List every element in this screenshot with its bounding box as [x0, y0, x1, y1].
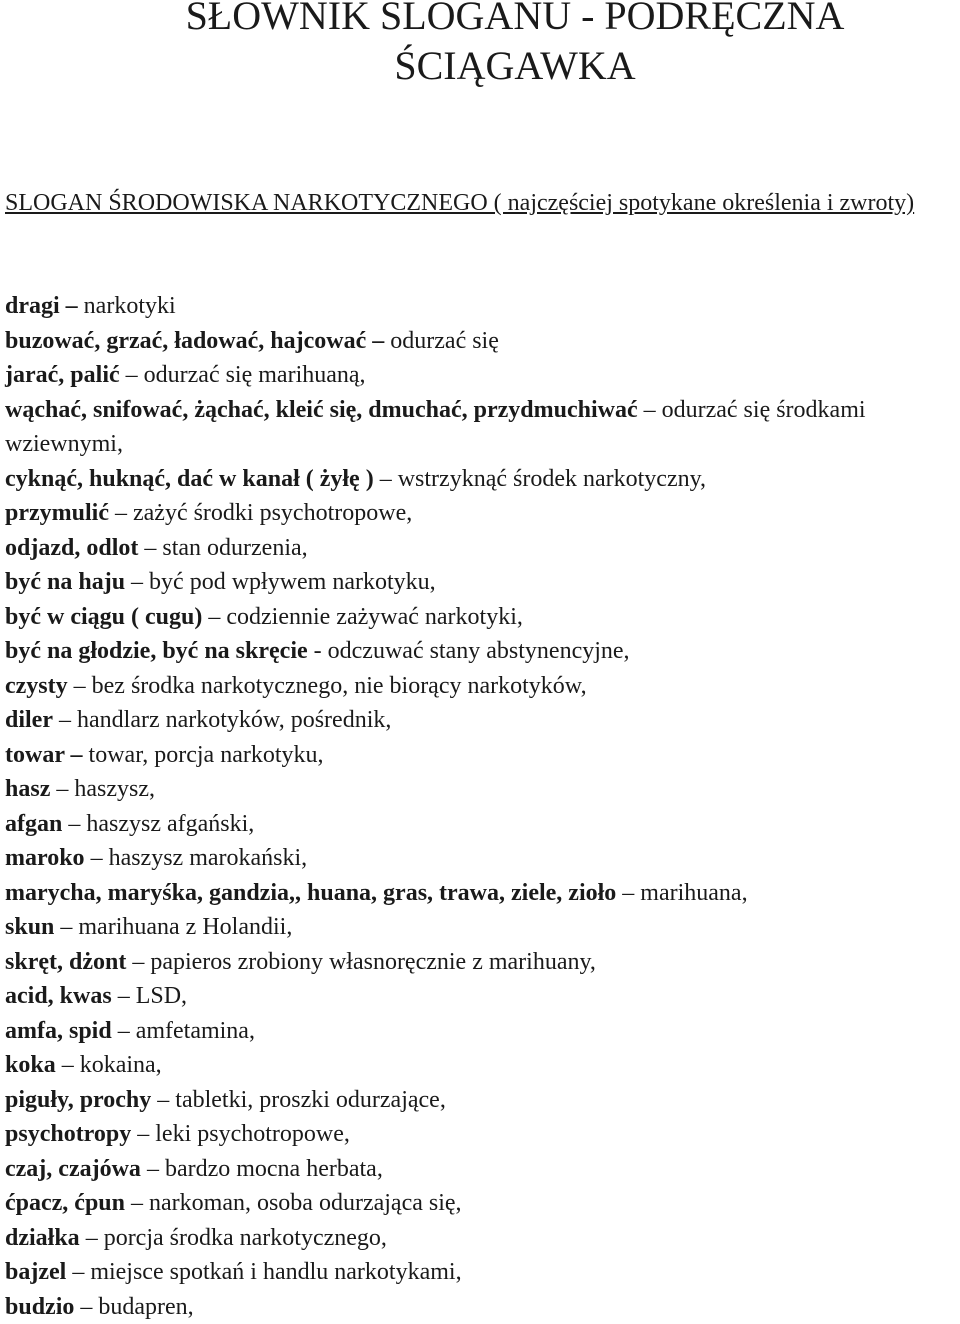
entry-definition: – tabletki, proszki odurzające, — [151, 1087, 446, 1113]
entry-term: budzio — [5, 1294, 74, 1320]
glossary-entry — [5, 945, 960, 980]
entry-term: cyknąć, huknąć, dać w kanał ( żyłę ) — [5, 466, 374, 492]
glossary-entry — [5, 1221, 960, 1256]
entry-term: jarać, palić — [5, 362, 120, 388]
glossary-entry — [5, 738, 960, 773]
entry-definition: towar, porcja narkotyku, — [83, 742, 324, 768]
entry-definition: – stan odurzenia, — [138, 535, 307, 561]
entry-term: buzować, grzać, ładować, hajcować – — [5, 328, 384, 354]
glossary-entry — [5, 1255, 960, 1290]
glossary-entry — [5, 634, 960, 669]
entry-definition: – marihuana z Holandii, — [54, 914, 292, 940]
entry-term: psychotropy — [5, 1121, 131, 1147]
title-line-2: ŚCIĄGAWKA — [0, 42, 960, 89]
glossary-entry — [5, 565, 960, 600]
entry-definition: – codziennie zażywać narkotyki, — [202, 604, 523, 630]
entry-definition: – być pod wpływem narkotyku, — [125, 569, 436, 595]
glossary-entry — [5, 393, 960, 462]
glossary-entry — [5, 910, 960, 945]
entry-term: działka — [5, 1225, 80, 1251]
entry-term: odjazd, odlot — [5, 535, 138, 561]
glossary-entry — [5, 531, 960, 566]
entry-definition: odurzać się — [384, 328, 499, 354]
glossary-entry — [5, 1152, 960, 1187]
entry-term: piguły, prochy — [5, 1087, 151, 1113]
entry-definition: – budapren, — [74, 1294, 193, 1320]
glossary-entry — [5, 289, 960, 324]
entry-term: diler — [5, 707, 53, 733]
glossary-entry — [5, 979, 960, 1014]
entry-definition: – bez środka narkotycznego, nie biorący narkotyków, — [68, 673, 587, 699]
glossary-entry — [5, 1048, 960, 1083]
entry-definition: – narkoman, osoba odurzająca się, — [125, 1190, 462, 1216]
entry-term: koka — [5, 1052, 56, 1078]
entry-term: afgan — [5, 811, 62, 837]
entry-definition: – porcja środka narkotycznego, — [80, 1225, 387, 1251]
glossary-entry — [5, 1186, 960, 1221]
glossary-entry — [5, 358, 960, 393]
title-line-1: SŁOWNIK SLOGANU - PODRĘCZNA — [0, 0, 960, 39]
glossary-entry — [5, 324, 960, 359]
entry-term: skun — [5, 914, 54, 940]
glossary-entry — [5, 1014, 960, 1049]
entry-term: czysty — [5, 673, 68, 699]
glossary-list — [5, 289, 960, 1324]
entry-definition: – LSD, — [112, 983, 187, 1009]
entry-term: wąchać, snifować, żąchać, kleić się, dmuchać, przydmuchiwać — [5, 397, 638, 423]
entry-definition: – odurzać się środkami wziewnymi, — [5, 397, 866, 458]
entry-term: maroko — [5, 845, 85, 871]
entry-term: marycha, maryśka, gandzia,, huana, gras, trawa, ziele, zioło — [5, 880, 616, 906]
entry-definition: – bardzo mocna herbata, — [141, 1156, 383, 1182]
glossary-entry — [5, 496, 960, 531]
entry-definition: – handlarz narkotyków, pośrednik, — [53, 707, 391, 733]
entry-term: acid, kwas — [5, 983, 112, 1009]
glossary-entry — [5, 841, 960, 876]
entry-definition: – amfetamina, — [112, 1018, 255, 1044]
entry-definition: – wstrzyknąć środek narkotyczny, — [374, 466, 706, 492]
glossary-entry — [5, 462, 960, 497]
entry-definition: – kokaina, — [56, 1052, 162, 1078]
entry-definition: – papieros zrobiony własnoręcznie z marihuany, — [126, 949, 596, 975]
glossary-entry — [5, 807, 960, 842]
entry-term: być w ciągu ( cugu) — [5, 604, 202, 630]
entry-definition: narkotyki — [78, 293, 176, 319]
glossary-entry — [5, 1290, 960, 1324]
glossary-entry — [5, 703, 960, 738]
entry-definition: – zażyć środki psychotropowe, — [109, 500, 412, 526]
glossary-entry — [5, 1083, 960, 1118]
entry-term: czaj, czajówa — [5, 1156, 141, 1182]
entry-term: skręt, dżont — [5, 949, 126, 975]
glossary-entry — [5, 876, 960, 911]
entry-definition: – marihuana, — [616, 880, 747, 906]
entry-term: przymulić — [5, 500, 109, 526]
entry-term: towar – — [5, 742, 83, 768]
section-heading: SLOGAN ŚRODOWISKA NARKOTYCZNEGO ( najczęściej spotykane określenia i zwroty) — [5, 186, 960, 221]
entry-definition: – haszysz afgański, — [62, 811, 254, 837]
entry-term: hasz — [5, 776, 50, 802]
entry-term: być na głodzie, być na skręcie — [5, 638, 308, 664]
entry-term: bajzel — [5, 1259, 66, 1285]
entry-definition: – haszysz marokański, — [85, 845, 308, 871]
entry-definition: – miejsce spotkań i handlu narkotykami, — [66, 1259, 461, 1285]
glossary-entry — [5, 600, 960, 635]
entry-definition: - odczuwać stany abstynencyjne, — [308, 638, 630, 664]
glossary-entry — [5, 669, 960, 704]
entry-term: amfa, spid — [5, 1018, 112, 1044]
entry-definition: – leki psychotropowe, — [131, 1121, 350, 1147]
entry-definition: – haszysz, — [50, 776, 155, 802]
entry-term: ćpacz, ćpun — [5, 1190, 125, 1216]
entry-definition: – odurzać się marihuaną, — [120, 362, 366, 388]
entry-term: być na haju — [5, 569, 125, 595]
entry-term: dragi – — [5, 293, 78, 319]
glossary-entry — [5, 772, 960, 807]
glossary-entry — [5, 1117, 960, 1152]
